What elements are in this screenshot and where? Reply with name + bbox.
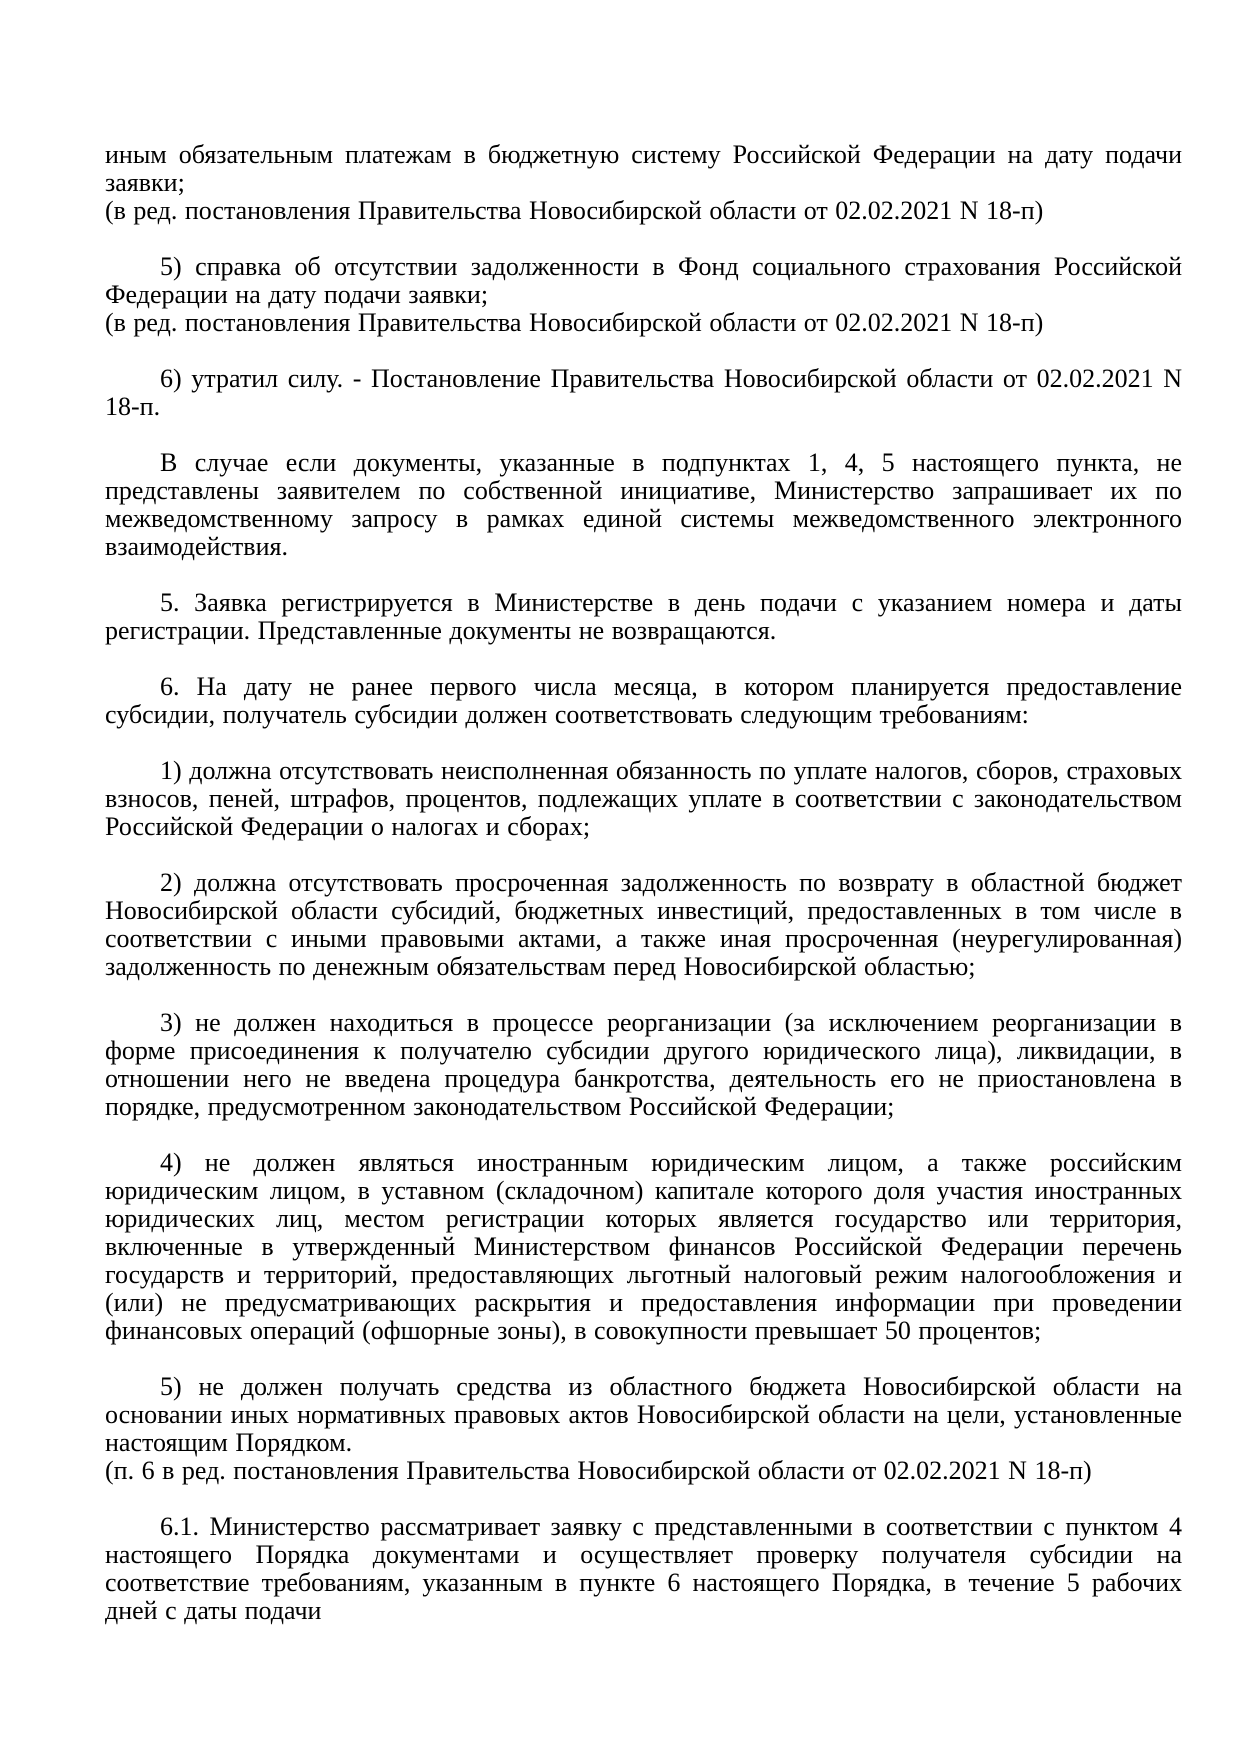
paragraph-item-5: 5. Заявка регистрируется в Министерстве в день подачи с указанием номера и даты регистрации. Представленные документы не возвращаются. xyxy=(105,588,1182,645)
paragraph-requirement-4: 4) не должен являться иностранным юридическим лицом, а также российским юридическим лицом, в уставном (складочном) капитале которого доля участия иностранных юридических лиц, местом регистрации которых является государство или территория, включенные в утвержденный Министерством финансов Российской Федерации перечень государств и территорий, предоставляющих льготный налоговый режим налогообложения и (или) не предусматривающих раскрытия и предоставления информации при проведении финансовых операций (офшорные зоны), в совокупности превышает 50 процентов; xyxy=(105,1148,1182,1345)
paragraph-requirement-2: 2) должна отсутствовать просроченная задолженность по возврату в областной бюджет Новосибирской области субсидий, бюджетных инвестиций, предоставленных в том числе в соответствии с иными правовыми актами, а также иная просроченная (неурегулированная) задолженность по денежным обязательствам перед Новосибирской областью; xyxy=(105,868,1182,981)
paragraph-continuation: иным обязательным платежам в бюджетную систему Российской Федерации на дату подачи заявки; xyxy=(105,140,1182,197)
paragraph-subitem-5-docs: 5) справка об отсутствии задолженности в Фонд социального страхования Российской Федерации на дату подачи заявки; xyxy=(105,252,1182,309)
paragraph-subitem-6-void: 6) утратил силу. - Постановление Правительства Новосибирской области от 02.02.2021 N 18-п. xyxy=(105,364,1182,421)
amendment-note: (п. 6 в ред. постановления Правительства Новосибирской области от 02.02.2021 N 18-п) xyxy=(105,1456,1092,1485)
amendment-note: (в ред. постановления Правительства Новосибирской области от 02.02.2021 N 18-п) xyxy=(105,308,1044,337)
amendment-note: (в ред. постановления Правительства Новосибирской области от 02.02.2021 N 18-п) xyxy=(105,196,1044,225)
paragraph-requirement-1: 1) должна отсутствовать неисполненная обязанность по уплате налогов, сборов, страховых взносов, пеней, штрафов, процентов, подлежащих уплате в соответствии с законодательством Российской Федерации о налогах и сборах; xyxy=(105,756,1182,841)
paragraph-item-6: 6. На дату не ранее первого числа месяца, в котором планируется предоставление субсидии, получатель субсидии должен соответствовать следующим требованиям: xyxy=(105,672,1182,729)
paragraph-requirement-3: 3) не должен находиться в процессе реорганизации (за исключением реорганизации в форме присоединения к получателю субсидии другого юридического лица), ликвидации, в отношении него не введена процедура банкротства, деятельность его не приостановлена в порядке, предусмотренном законодательством Российской Федерации; xyxy=(105,1008,1182,1121)
paragraph-item-6-1: 6.1. Министерство рассматривает заявку с представленными в соответствии с пунктом 4 настоящего Порядка документами и осуществляет проверку получателя субсидии на соответствие требованиям, указанным в пункте 6 настоящего Порядка, в течение 5 рабочих дней с даты подачи xyxy=(105,1512,1182,1625)
paragraph-interagency: В случае если документы, указанные в подпунктах 1, 4, 5 настоящего пункта, не представлены заявителем по собственной инициативе, Министерство запрашивает их по межведомственному запросу в рамках единой системы межведомственного электронного взаимодействия. xyxy=(105,448,1182,561)
paragraph-requirement-5: 5) не должен получать средства из областного бюджета Новосибирской области на основании иных нормативных правовых актов Новосибирской области на цели, установленные настоящим Порядком. xyxy=(105,1372,1182,1457)
